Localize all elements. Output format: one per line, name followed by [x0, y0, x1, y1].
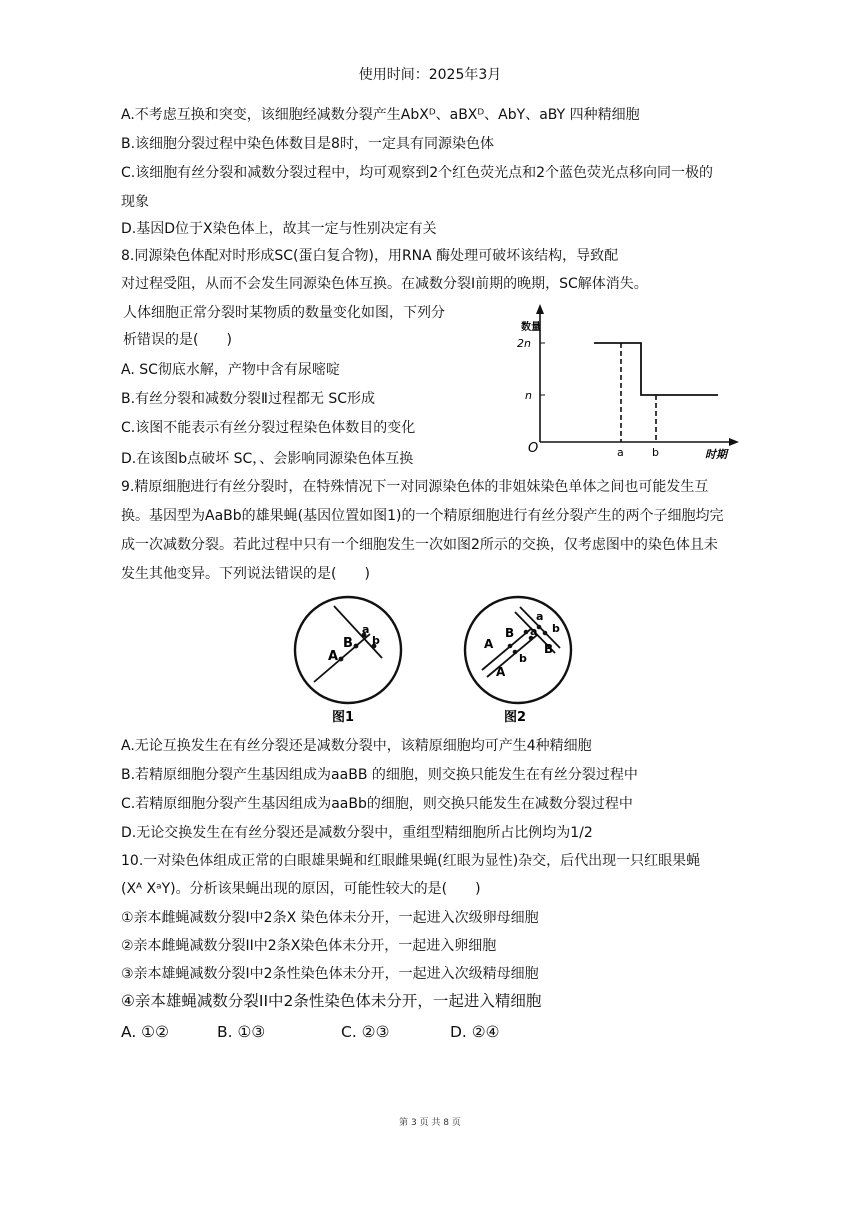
prev-option-c: C.该细胞有丝分裂和减数分裂过程中，均可观察到2个红色荧光点和2个蓝色荧光点移向同一极的: [121, 165, 714, 181]
q8-stem-line4: 析错误的是( ): [123, 332, 232, 348]
q9-stem-line2: 换。基因型为AaBb的雄果蝇(基因位置如图1)的一个精原细胞进行有丝分裂产生的两个子细胞均完: [121, 508, 724, 524]
q10-statement-1: ①亲本雌蝇减数分裂Ⅰ中2条X 染色体未分开，一起进入次级卵母细胞: [121, 910, 539, 926]
prev-option-a: A.不考虑互换和突变，该细胞经减数分裂产生AbXᴰ、aBXᴰ、AbY、aBY 四种精细胞: [121, 107, 640, 123]
q8-stem-line3: 人体细胞正常分裂时某物质的数量变化如图，下列分: [123, 305, 445, 321]
x-axis-label: 时期: [705, 448, 727, 461]
gene-label-B: B: [343, 636, 353, 651]
y-tick-n: n: [525, 389, 532, 402]
q10-stem-line1: 10.一对染色体组成正常的白眼雄果蝇和红眼雌果蝇(红眼为显性)杂交，后代出现一只红眼果蝇: [121, 853, 701, 869]
gene-label: B: [505, 626, 515, 640]
q10-option-d: D. ②④: [450, 1023, 500, 1041]
q10-statement-3: ③亲本雄蝇减数分裂Ⅰ中2条性染色体未分开，一起进入次级精母细胞: [121, 966, 539, 982]
q8-stem-line1: 8.同源染色体配对时形成SC(蛋白复合物)，用RNA 酶处理可破坏该结构，导致配: [121, 248, 619, 264]
x-tick-b: b: [652, 446, 659, 459]
q9-stem-line1: 9.精原细胞进行有丝分裂时，在特殊情况下一对同源染色体的非姐妹染色单体之间也可能发生互: [121, 479, 709, 495]
figure-1: [290, 590, 410, 730]
gene-locus: [543, 631, 548, 636]
y-axis-arrow-icon: [536, 304, 544, 314]
q9-option-c: C.若精原细胞分裂产生基因组成为aaBb的细胞，则交换只能发生在减数分裂过程中: [121, 796, 633, 812]
gene-locus: [513, 650, 518, 655]
q8-option-c: C.该图不能表示有丝分裂过程染色体数目的变化: [121, 420, 416, 436]
q10-statement-4: ④亲本雄蝇减数分裂II中2条性染色体未分开，一起进入精细胞: [121, 992, 542, 1010]
figure-2: [460, 590, 580, 730]
gene-label-a: a: [362, 623, 370, 636]
gene-label: b: [519, 652, 527, 665]
data-line: [594, 343, 718, 395]
q10-statement-2: ②亲本雌蝇减数分裂II中2条X染色体未分开，一起进入卵细胞: [121, 938, 497, 954]
q9-stem-line4: 发生其他变异。下列说法错误的是( ): [121, 566, 370, 582]
y-tick-2n: 2n: [517, 337, 531, 350]
prev-option-c-cont: 现象: [121, 194, 149, 210]
gene-label-b: b: [372, 634, 380, 647]
origin-label: O: [528, 441, 539, 456]
x-tick-a: a: [617, 446, 624, 459]
q8-option-b: B.有丝分裂和减数分裂Ⅱ过程都无 SC形成: [121, 391, 376, 407]
q8-option-d: D.在该图b点破坏 SC，、会影响同源染色体互换: [121, 451, 414, 467]
q9-option-a: A.无论互换发生在有丝分裂还是减数分裂中，该精原细胞均可产生4种精细胞: [121, 738, 592, 754]
gene-label: a: [536, 610, 544, 623]
q8-option-a: A. SC彻底水解，产物中含有尿嘧啶: [121, 362, 340, 378]
q8-stem-line2: 对过程受阻，从而不会发生同源染色体互换。在减数分裂Ⅰ前期的晚期，SC解体消失。: [121, 276, 648, 292]
q9-stem-line3: 成一次减数分裂。若此过程中只有一个细胞发生一次如图2所示的交换，仅考虑图中的染色体且未: [121, 537, 718, 553]
y-axis-label: 数量: [521, 322, 541, 333]
gene-label: B: [544, 642, 554, 656]
x-axis-arrow-icon: [729, 438, 739, 446]
page-footer: 第 3 页 共 8 页: [399, 1118, 461, 1128]
gene-locus-A: [339, 657, 344, 662]
q10-option-a: A. ①②: [121, 1023, 169, 1041]
q8-chart: [505, 300, 745, 468]
gene-label: a: [530, 625, 538, 638]
gene-label-A: A: [328, 649, 339, 664]
gene-label: b: [552, 622, 560, 635]
q10-option-c: C. ②③: [341, 1023, 390, 1041]
gene-label: A: [496, 665, 506, 679]
q9-option-d: D.无论交换发生在有丝分裂还是减数分裂中，重组型精细胞所占比例均为1/2: [121, 825, 593, 841]
gene-locus: [508, 644, 513, 649]
gene-locus: [524, 630, 529, 635]
q10-stem-line2: (Xᴬ XᵃY)。分析该果蝇出现的原因，可能性较大的是( ): [121, 881, 481, 897]
q9-option-b: B.若精原细胞分裂产生基因组成为aaBB 的细胞，则交换只能发生在有丝分裂过程中: [121, 767, 638, 783]
figure-1-label: 图1: [332, 710, 355, 725]
page-header: 使用时间：2025年3月: [358, 67, 502, 83]
gene-locus-B: [354, 644, 359, 649]
gene-label: A: [484, 637, 494, 651]
chromosome-2: [334, 606, 382, 658]
prev-option-b: B.该细胞分裂过程中染色体数目是8时，一定具有同源染色体: [121, 136, 494, 152]
figure-2-label: 图2: [504, 710, 527, 725]
chromatid-left-2: [487, 635, 537, 677]
q10-option-b: B. ①③: [217, 1023, 266, 1041]
prev-option-d: D.基因D位于X染色体上，故其一定与性别决定有关: [121, 221, 437, 237]
